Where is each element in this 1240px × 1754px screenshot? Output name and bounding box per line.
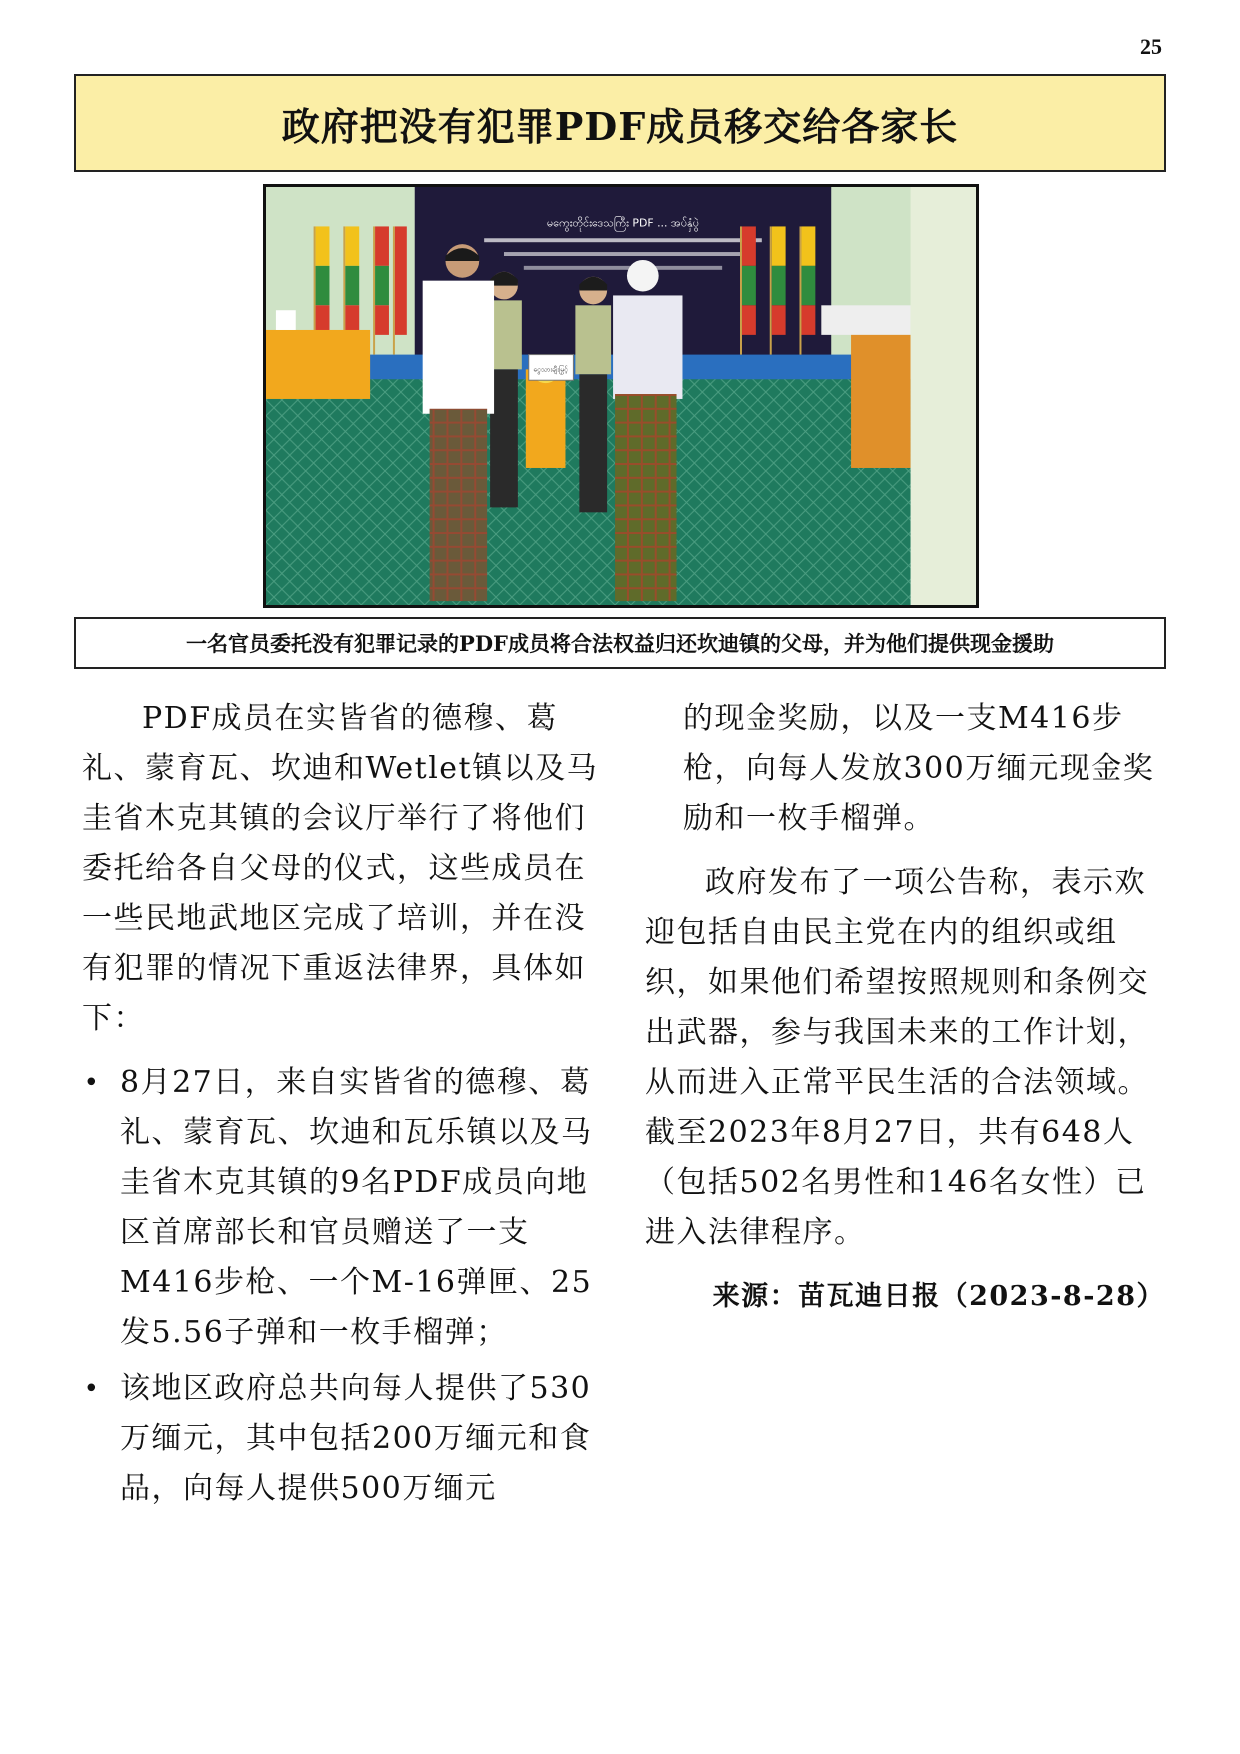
intro-paragraph: PDF成员在实皆省的德穆、葛礼、蒙育瓦、坎迪和Wetlet镇以及马圭省木克其镇的会议厅举行了将他们委托给各自父母的仪式，这些成员在一些民地武地区完成了培训，并在没有犯罪的情况下重返法律界，具体如下： bbox=[82, 701, 599, 1036]
source-citation: 来源：苗瓦迪日报（2023-8-28） bbox=[712, 1281, 1165, 1312]
bullet-text: 8月27日，来自实皆省的德穆、葛礼、蒙育瓦、坎迪和瓦乐镇以及马圭省木克其镇的9名PDF成员向地区首席部长和官员赠送了一支M416步枪、一个M-16弹匣、25发5.56子弹和一枚手榴弹； bbox=[120, 1065, 593, 1350]
page-number: 25 bbox=[1140, 34, 1162, 59]
bullet-marker: • bbox=[83, 1374, 101, 1404]
official-figure bbox=[423, 244, 494, 601]
right-column bbox=[645, 694, 1165, 1322]
center-table bbox=[526, 369, 566, 468]
photo-caption bbox=[74, 617, 1166, 669]
banner-line bbox=[524, 266, 722, 270]
banner-line bbox=[504, 252, 742, 256]
bullet-marker: • bbox=[83, 1068, 101, 1098]
podium bbox=[851, 335, 910, 468]
bullet-text: 该地区政府总共向每人提供了530万缅元，其中包括200万缅元和食品，向每人提供500万缅元 bbox=[120, 1371, 592, 1506]
caption-text: 一名官员委托没有犯罪记录的PDF成员将合法权益归还坎迪镇的父母，并为他们提供现金援助 bbox=[186, 631, 1054, 656]
title-banner bbox=[74, 74, 1166, 172]
bullet-continuation: 的现金奖励，以及一支M416步枪，向每人发放300万缅元现金奖励和一枚手榴弹。 bbox=[683, 701, 1155, 836]
left-table bbox=[266, 330, 370, 399]
list-item bbox=[82, 1364, 607, 1514]
pdf-member-figure bbox=[613, 260, 682, 601]
stage-banner-text: မကွေးတိုင်းဒေသကြီး PDF ... အပ်နှံပွဲ bbox=[547, 216, 699, 230]
ceremony-photo-illustration bbox=[266, 187, 976, 605]
woman-staff-right bbox=[575, 277, 611, 513]
banner-line bbox=[484, 238, 762, 242]
news-photo bbox=[263, 184, 979, 608]
list-item bbox=[82, 1058, 607, 1358]
envelope-label: ငွေသားချီးမြှင့် bbox=[533, 365, 568, 374]
right-wall bbox=[911, 187, 976, 605]
page-title: 政府把没有犯罪PDF成员移交给各家长 bbox=[281, 103, 959, 149]
announcement-paragraph: 政府发布了一项公告称，表示欢迎包括自由民主党在内的组织或组织，如果他们希望按照规则和条例交出武器，参与我国未来的工作计划，从而进入正常平民生活的合法领域。截至2023年8月27日，共有648人（包括502名男性和146名女性）已进入法律程序。 bbox=[645, 865, 1149, 1250]
lace-cloth bbox=[821, 305, 910, 335]
left-column bbox=[82, 694, 607, 1520]
bullet-list bbox=[82, 1058, 607, 1514]
table-item bbox=[276, 310, 296, 330]
